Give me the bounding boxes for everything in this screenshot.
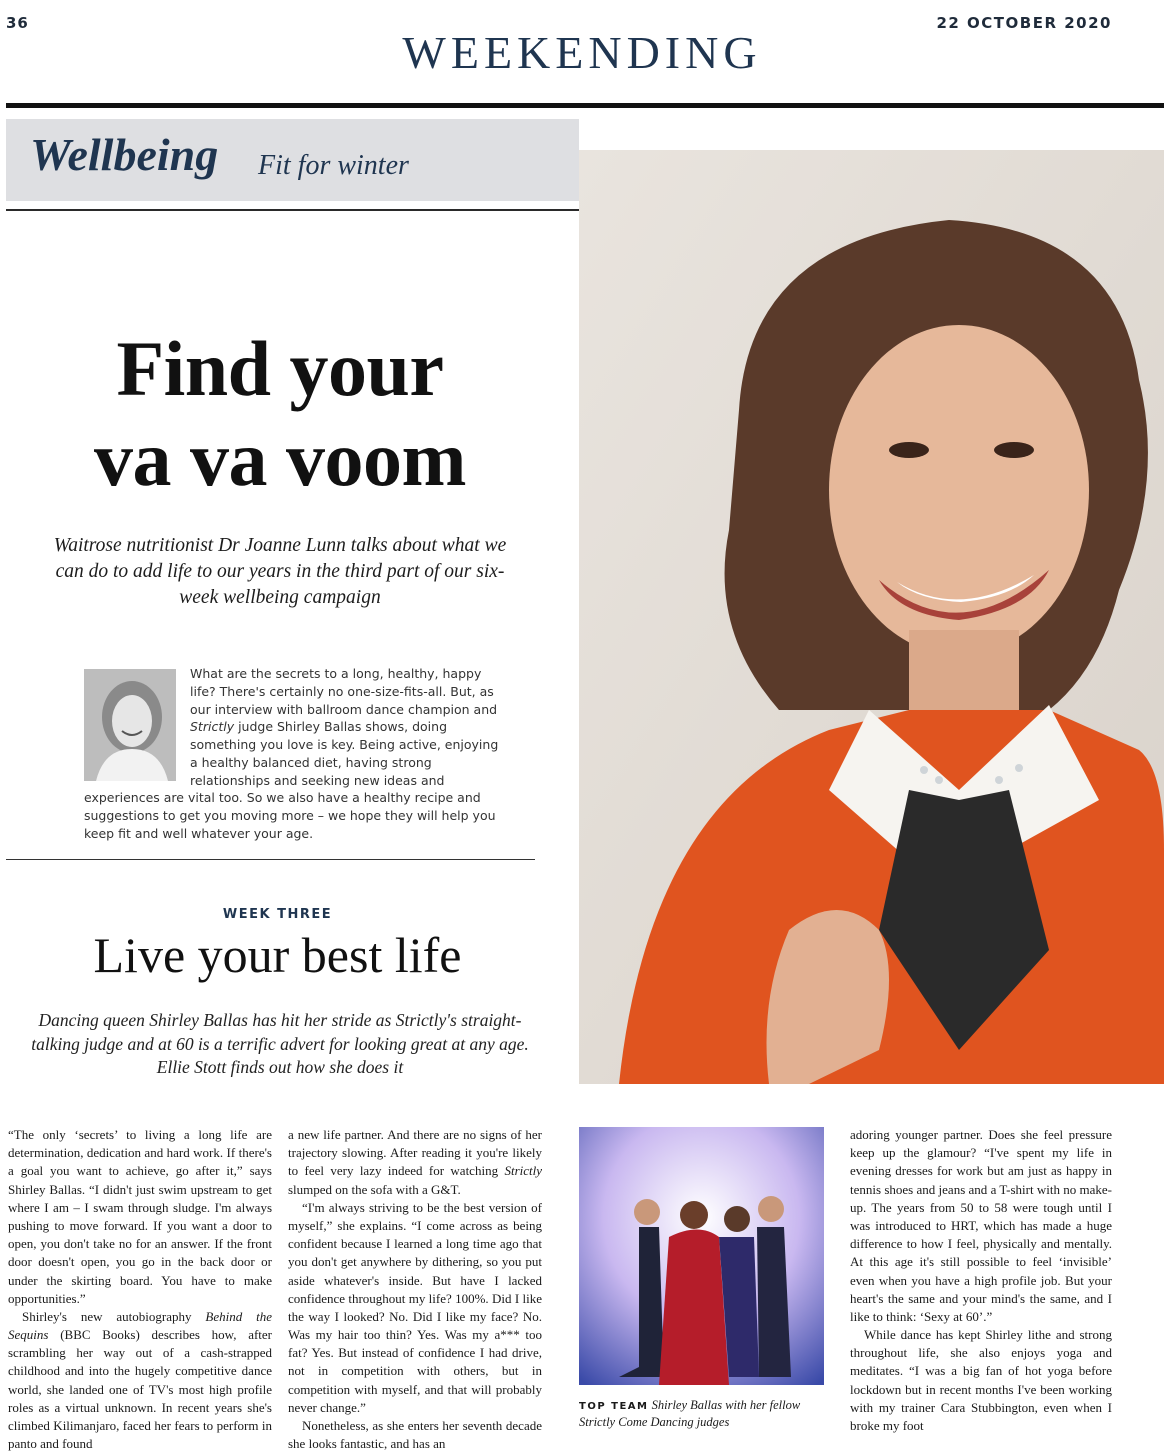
divider-rule — [6, 859, 535, 860]
article-paragraph: Nonetheless, as she enters her seventh decade she looks fantastic, and has an — [288, 1418, 542, 1452]
article-title: Live your best life — [93, 927, 462, 983]
masthead-rule — [6, 103, 1164, 108]
headline-line-1: Find your — [116, 325, 444, 412]
main-portrait-photo — [579, 150, 1164, 1084]
section-rule — [6, 209, 579, 211]
masthead-title: WEEKENDING — [402, 27, 762, 78]
caption-text: Shirley Ballas with her fellow Strictly Come Dancing judges — [579, 1398, 801, 1429]
intro-float-spacer — [84, 665, 190, 787]
article-column-1 — [8, 1126, 272, 1453]
caption-label: TOP TEAM — [579, 1401, 649, 1412]
section-subtitle: Fit for winter — [258, 150, 409, 181]
feature-headline — [20, 324, 540, 505]
col1-p2-a: Shirley's new autobiography — [22, 1308, 206, 1324]
article-paragraph: “The only ‘secrets’ to living a long life are determination, dedication and hard work. If there's a goal you want to achieve, go after it,” says Shirley Ballas. “I didn't just swim upstream to get where I am – I swam through sludge. I'm always pushing to move forward. If you want a door to open, you don't take no for an answer. If the front door doesn't open, you go in the back door or under the skirting board. You have to make opportunities.” — [8, 1127, 272, 1306]
intro-text-b: judge Shirley Ballas shows, doing something you love is key. Being active, enjoying a healthy balanced diet, having strong relationships and seeking new ideas and experiences are vital too. So we also have a healthy recipe and suggestions to get you moving more – we hope they will help you keep fit and well whatever your age. — [84, 719, 499, 841]
intro-text-em: Strictly — [190, 719, 235, 735]
show-title: Strictly — [504, 1163, 542, 1179]
judges-group-photo — [579, 1127, 824, 1385]
article-standfirst: Dancing queen Shirley Ballas has hit her stride as Strictly's straight-talking judge and at 60 is a terrific advert for looking great at any age. Ellie Stott finds out how she does it — [31, 1010, 529, 1078]
intro-text-a: What are the secrets to a long, healthy, happy life? There's certainly no one-size-fits-all. But, as our interview with ballroom dance champion and — [190, 666, 498, 717]
book-title: Behind the Sequins — [8, 1308, 272, 1343]
issue-date: 22 OCTOBER 2020 — [936, 14, 1112, 32]
article-paragraph — [288, 1126, 542, 1199]
col2-p1-b: slumped on the sofa with a G&T. — [288, 1181, 461, 1197]
page-number: 36 — [6, 14, 29, 32]
article-paragraph: While dance has kept Shirley lithe and strong throughout life, she also enjoys yoga and meditates. “I was a big fan of hot yoga before lockdown but in recent months I've been working with my trainer Cara Stubbington, even when I broke my foot — [850, 1327, 1112, 1433]
article-paragraph: adoring younger partner. Does she feel pressure keep up the glamour? “I've spent my life in evening dresses for work but am just as happy in tennis shoes and jeans and a T-shirt with no make-up. The years from 50 to 58 were tough until I was introduced to HRT, which has made a huge difference to how I feel, physically and mentally. At this age it's still possible to feel ‘invisible’ even when you have a high profile job. But your heart's the same and your mind's the same, and I like to think: ‘Sexy at 60’.” — [850, 1127, 1112, 1324]
article-kicker: WEEK THREE — [222, 907, 333, 922]
article-column-4 — [850, 1126, 1112, 1435]
article-column-2 — [288, 1126, 542, 1453]
intro-text — [84, 665, 504, 843]
photo-caption — [579, 1397, 829, 1431]
article-paragraph: “I'm always striving to be the best version of myself,” she explains. “I come across as being confident because I learned a long time ago that you don't get anywhere by dithering, so you put aside whatever's inside. But have I lacked confidence throughout my life? 100%. Did I like the way I looked? No. Did I like my face? No. Was my hair too thin? Yes. Was my a*** too fat? Yes. But instead of confidence I had drive, not in competition with others, but in competition with myself, and that will probably never change.” — [288, 1199, 542, 1415]
headline-line-2: va va voom — [94, 415, 466, 503]
col1-p2-b: (BBC Books) describes how, after scrambling her way out of a cash-strapped childhood and into the hugely competitive dance world, she landed one of TV's most high profile roles as a virtual unknown. In recent years she's climbed Kilimanjaro, faced her fears to perform in panto and found — [8, 1327, 272, 1452]
section-name: Wellbeing — [30, 129, 219, 180]
feature-standfirst: Waitrose nutritionist Dr Joanne Lunn talks about what we can do to add life to our years in the third part of our six-week wellbeing campaign — [53, 535, 507, 608]
col2-p1-a: a new life partner. And there are no signs of her trajectory slowing. After reading it you're likely to feel very lazy indeed for watching — [288, 1127, 542, 1179]
article-paragraph — [8, 1308, 272, 1453]
